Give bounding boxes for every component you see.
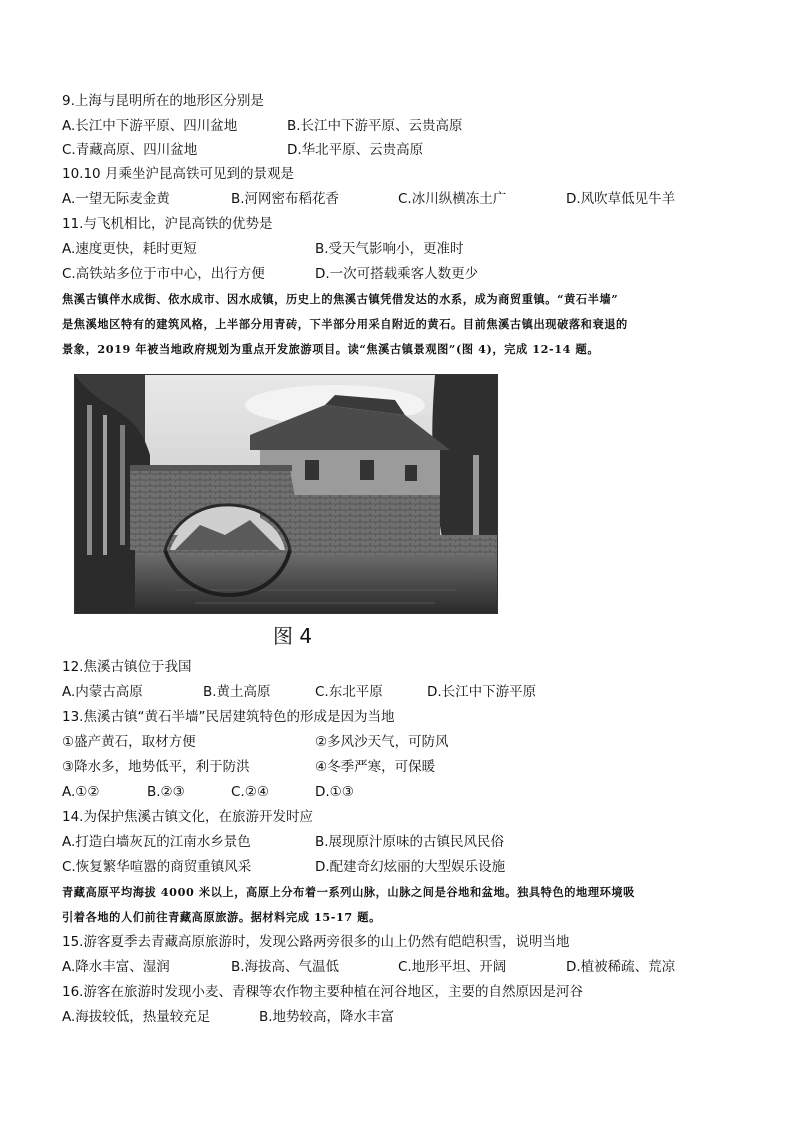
q15-option-a: A.降水丰富、湿润 xyxy=(62,959,170,975)
q9-stem: 9.上海与昆明所在的地形区分别是 xyxy=(62,93,264,109)
q9-option-a: A.长江中下游平原、四川盆地 xyxy=(62,118,238,134)
q9-option-c: C.青藏高原、四川盆地 xyxy=(62,142,198,158)
q9-option-b: B.长江中下游平原、云贵高原 xyxy=(287,118,463,134)
q16-option-a: A.海拔较低，热量较充足 xyxy=(62,1009,211,1025)
q13-option-d: D.①③ xyxy=(315,784,354,800)
q15-option-c: C.地形平坦、开阔 xyxy=(398,959,507,975)
q12-option-b: B.黄土高原 xyxy=(203,684,271,700)
q16-option-b: B.地势较高，降水丰富 xyxy=(259,1009,395,1025)
q15-stem: 15.游客夏季去青藏高原旅游时，发现公路两旁很多的山上仍然有皑皑积雪，说明当地 xyxy=(62,934,570,950)
q11-stem: 11.与飞机相比，沪昆高铁的优势是 xyxy=(62,216,273,232)
q13-option-b: B.②③ xyxy=(147,784,185,800)
q12-option-c: C.东北平原 xyxy=(315,684,383,700)
q11-option-c: C.高铁站多位于市中心，出行方便 xyxy=(62,266,265,282)
q13-statement-2: ②多风沙天气，可防风 xyxy=(315,734,449,750)
q12-option-d: D.长江中下游平原 xyxy=(427,684,537,700)
q13-option-a: A.①② xyxy=(62,784,100,800)
q9-option-d: D.华北平原、云贵高原 xyxy=(287,142,424,158)
q13-statement-4: ④冬季严寒，可保暖 xyxy=(315,759,436,775)
q14-option-d: D.配建奇幻炫丽的大型娱乐设施 xyxy=(315,859,506,875)
q11-option-b: B.受天气影响小，更准时 xyxy=(315,241,464,257)
q10-option-c: C.冰川纵横冻土广 xyxy=(398,191,507,207)
material1-line3: 景象，2019 年被当地政府规划为重点开发旅游项目。读“焦溪古镇景观图”(图 4)，完成 12-14 题。 xyxy=(62,342,600,356)
q10-option-b: B.河网密布稻花香 xyxy=(231,191,340,207)
q12-stem: 12.焦溪古镇位于我国 xyxy=(62,659,192,675)
q10-stem: 10.10 月乘坐沪昆高铁可见到的景观是 xyxy=(62,166,294,182)
q10-option-a: A.一望无际麦金黄 xyxy=(62,191,170,207)
q13-statement-1: ①盛产黄石，取材方便 xyxy=(62,734,196,750)
jiaoxi-town-photo xyxy=(74,374,498,614)
material1-line1: 焦溪古镇伴水成街、依水成市、因水成镇，历史上的焦溪古镇凭借发达的水系，成为商贸重镇。“黄石半墙” xyxy=(62,292,619,306)
q11-option-a: A.速度更快，耗时更短 xyxy=(62,241,197,257)
q11-option-d: D.一次可搭载乘客人数更少 xyxy=(315,266,479,282)
q14-option-c: C.恢复繁华喧嚣的商贸重镇风采 xyxy=(62,859,252,875)
q10-option-d: D.风吹草低见牛羊 xyxy=(566,191,676,207)
q15-option-b: B.海拔高、气温低 xyxy=(231,959,340,975)
q13-statement-3: ③降水多，地势低平，利于防洪 xyxy=(62,759,250,775)
q14-stem: 14.为保护焦溪古镇文化，在旅游开发时应 xyxy=(62,809,313,825)
material1-line2: 是焦溪地区特有的建筑风格，上半部分用青砖，下半部分用采自附近的黄石。目前焦溪古镇出现破落和衰退的 xyxy=(62,317,628,331)
figure-caption: 图 4 xyxy=(273,624,313,648)
q16-stem: 16.游客在旅游时发现小麦、青稞等农作物主要种植在河谷地区，主要的自然原因是河谷 xyxy=(62,984,583,1000)
photo-illustration xyxy=(75,375,497,613)
q13-stem: 13.焦溪古镇“黄石半墙”民居建筑特色的形成是因为当地 xyxy=(62,709,395,725)
q12-option-a: A.内蒙古高原 xyxy=(62,684,143,700)
q15-option-d: D.植被稀疏、荒凉 xyxy=(566,959,676,975)
material2-line1: 青藏高原平均海拔 4000 米以上，高原上分布着一系列山脉，山脉之间是谷地和盆地。独具特色的地理环境吸 xyxy=(62,885,635,899)
q14-option-b: B.展现原汁原味的古镇民风民俗 xyxy=(315,834,505,850)
q13-option-c: C.②④ xyxy=(231,784,269,800)
material2-line2: 引着各地的人们前往青藏高原旅游。据材料完成 15-17 题。 xyxy=(62,910,381,924)
q14-option-a: A.打造白墙灰瓦的江南水乡景色 xyxy=(62,834,251,850)
